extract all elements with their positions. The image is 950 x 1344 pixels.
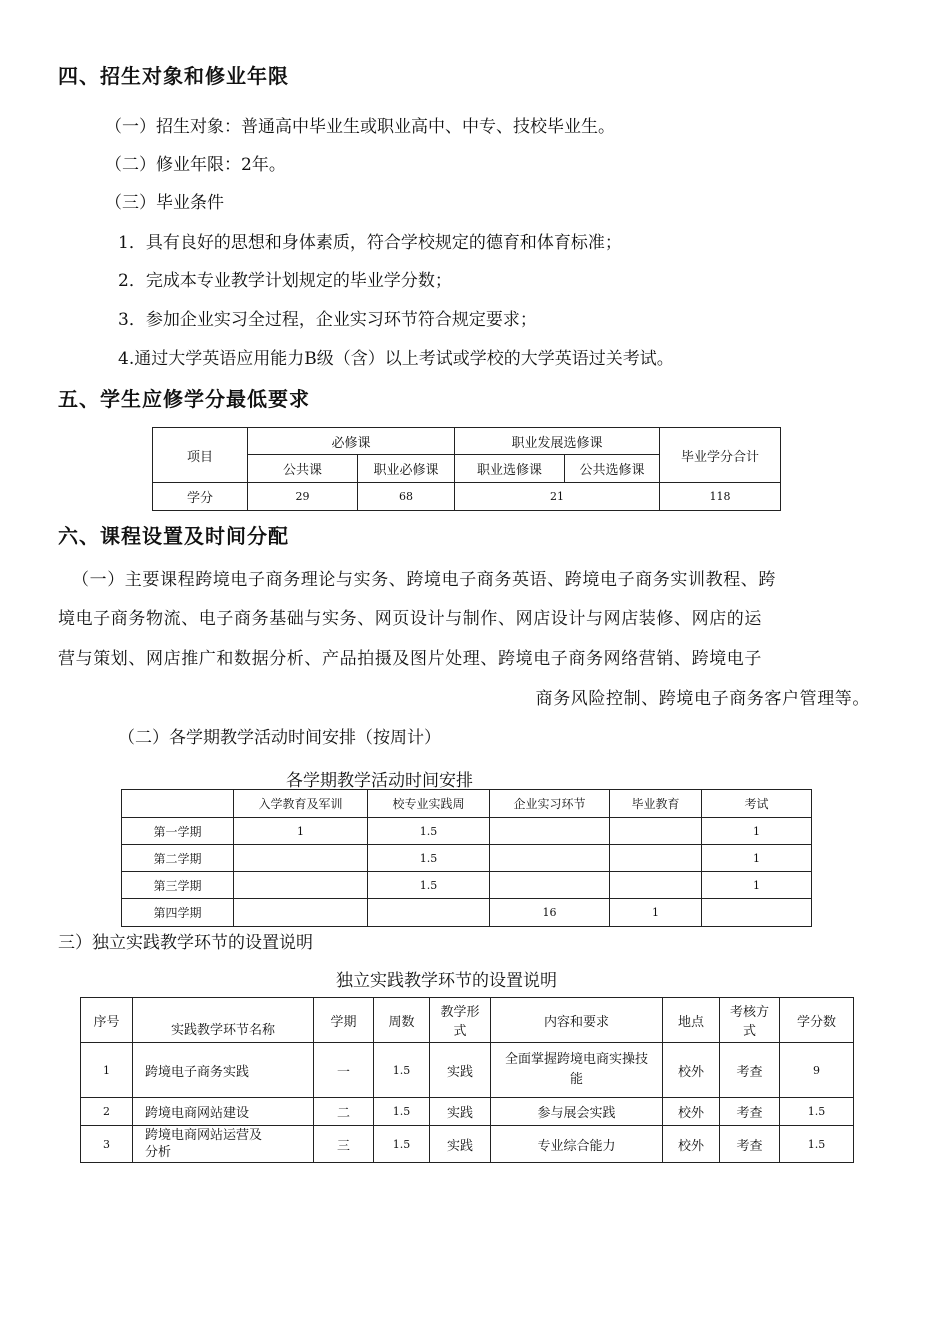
schedule-cell bbox=[234, 872, 368, 899]
study-duration: （二）修业年限：2年。 bbox=[105, 155, 286, 175]
practice-cell: 三 bbox=[314, 1126, 374, 1163]
schedule-cell: 1 bbox=[234, 818, 368, 845]
practice-cell: 1.5 bbox=[780, 1126, 854, 1163]
practice-cell: 实践 bbox=[430, 1043, 491, 1098]
section5-title: 五、学生应修学分最低要求 bbox=[58, 387, 310, 411]
total-credits-header: 毕业学分合计 bbox=[660, 428, 781, 483]
practice-cell: 参与展会实践 bbox=[491, 1098, 663, 1126]
practice-cell: 考查 bbox=[720, 1098, 780, 1126]
graduation-conditions-heading: （三）毕业条件 bbox=[105, 193, 224, 213]
schedule-cell: 1.5 bbox=[368, 872, 490, 899]
practice-cell: 1.5 bbox=[374, 1043, 430, 1098]
item-header: 项目 bbox=[153, 428, 248, 483]
practice-cell: 1.5 bbox=[374, 1098, 430, 1126]
schedule-header-blank bbox=[122, 790, 234, 818]
schedule-cell: 1.5 bbox=[368, 845, 490, 872]
public-credit: 29 bbox=[248, 483, 358, 511]
practice-cell: 校外 bbox=[663, 1098, 720, 1126]
practice-cell: 校外 bbox=[663, 1126, 720, 1163]
practice-header-name: 实践教学环节名称 bbox=[133, 998, 314, 1043]
schedule-header-internship: 企业实习环节 bbox=[490, 790, 610, 818]
schedule-cell bbox=[490, 845, 610, 872]
total-credit: 118 bbox=[660, 483, 781, 511]
practice-cell: 专业综合能力 bbox=[491, 1126, 663, 1163]
practice-header-semester: 学期 bbox=[314, 998, 374, 1043]
practice-cell: 3 bbox=[81, 1126, 133, 1163]
elective-credit: 21 bbox=[455, 483, 660, 511]
courses-line-4: 商务风险控制、跨境电子商务客户管理等。 bbox=[535, 689, 870, 709]
practice-cell: 考查 bbox=[720, 1043, 780, 1098]
practice-header-content: 内容和要求 bbox=[491, 998, 663, 1043]
practice-cell: 考查 bbox=[720, 1126, 780, 1163]
condition-4: 4.通过大学英语应用能力B级（含）以上考试或学校的大学英语过关考试。 bbox=[118, 349, 674, 369]
public-course-header: 公共课 bbox=[248, 455, 358, 483]
practice-cell: 实践 bbox=[430, 1098, 491, 1126]
schedule-cell bbox=[610, 845, 702, 872]
schedule-cell bbox=[490, 818, 610, 845]
section6-title: 六、课程设置及时间分配 bbox=[58, 524, 289, 548]
courses-line-1: （一）主要课程跨境电子商务理论与实务、跨境电子商务英语、跨境电子商务实训教程、跨 bbox=[72, 570, 776, 590]
schedule-header-graduation: 毕业教育 bbox=[610, 790, 702, 818]
practice-table bbox=[80, 997, 854, 1163]
schedule-cell: 1 bbox=[702, 872, 812, 899]
enrollment-target: （一）招生对象：普通高中毕业生或职业高中、中专、技校毕业生。 bbox=[105, 117, 615, 137]
practice-caption: 独立实践教学环节的设置说明 bbox=[336, 971, 557, 991]
practice-cell: 二 bbox=[314, 1098, 374, 1126]
practice-cell: 跨境电商网站运营及分析 bbox=[133, 1126, 314, 1163]
career-electives-header: 职业发展选修课 bbox=[455, 428, 660, 455]
career-required-header: 职业必修课 bbox=[358, 455, 455, 483]
schedule-cell bbox=[368, 899, 490, 927]
practice-heading: 三）独立实践教学环节的设置说明 bbox=[58, 933, 313, 953]
practice-cell: 跨境电子商务实践 bbox=[133, 1043, 314, 1098]
practice-header-index: 序号 bbox=[81, 998, 133, 1043]
schedule-cell: 1 bbox=[702, 818, 812, 845]
condition-1: 1．具有良好的思想和身体素质，符合学校规定的德育和体育标准； bbox=[118, 233, 622, 253]
credit-label: 学分 bbox=[153, 483, 248, 511]
schedule-cell bbox=[234, 899, 368, 927]
courses-line-3: 营与策划、网店推广和数据分析、产品拍摄及图片处理、跨境电子商务网络营销、跨境电子 bbox=[58, 649, 762, 669]
practice-cell: 校外 bbox=[663, 1043, 720, 1098]
practice-cell: 实践 bbox=[430, 1126, 491, 1163]
practice-cell: 1.5 bbox=[780, 1098, 854, 1126]
practice-cell: 全面掌握跨境电商实操技能 bbox=[491, 1043, 663, 1098]
career-elective-header: 职业选修课 bbox=[455, 455, 565, 483]
schedule-heading: （二）各学期教学活动时间安排（按周计） bbox=[118, 728, 441, 748]
schedule-cell bbox=[702, 899, 812, 927]
condition-3: 3．参加企业实习全过程，企业实习环节符合规定要求； bbox=[118, 310, 537, 330]
semester-label: 第二学期 bbox=[122, 845, 234, 872]
schedule-cell bbox=[610, 818, 702, 845]
required-header: 必修课 bbox=[248, 428, 455, 455]
practice-header-location: 地点 bbox=[663, 998, 720, 1043]
practice-cell: 跨境电商网站建设 bbox=[133, 1098, 314, 1126]
schedule-cell: 1 bbox=[610, 899, 702, 927]
credit-requirements-table bbox=[152, 427, 781, 511]
practice-header-weeks: 周数 bbox=[374, 998, 430, 1043]
schedule-cell: 1 bbox=[702, 845, 812, 872]
semester-label: 第四学期 bbox=[122, 899, 234, 927]
practice-cell: 1.5 bbox=[374, 1126, 430, 1163]
practice-header-form: 教学形式 bbox=[430, 998, 491, 1043]
practice-cell: 2 bbox=[81, 1098, 133, 1126]
schedule-header-practice-week: 校专业实践周 bbox=[368, 790, 490, 818]
schedule-cell bbox=[610, 872, 702, 899]
schedule-caption: 各学期教学活动时间安排 bbox=[286, 771, 473, 791]
semester-label: 第一学期 bbox=[122, 818, 234, 845]
semester-schedule-table bbox=[121, 789, 812, 927]
practice-header-assessment: 考核方式 bbox=[720, 998, 780, 1043]
schedule-cell bbox=[490, 872, 610, 899]
schedule-cell bbox=[234, 845, 368, 872]
schedule-header-orientation: 入学教育及军训 bbox=[234, 790, 368, 818]
practice-cell: 1 bbox=[81, 1043, 133, 1098]
schedule-cell: 1.5 bbox=[368, 818, 490, 845]
schedule-cell: 16 bbox=[490, 899, 610, 927]
practice-header-credits: 学分数 bbox=[780, 998, 854, 1043]
section4-title: 四、招生对象和修业年限 bbox=[58, 64, 289, 88]
career-required-credit: 68 bbox=[358, 483, 455, 511]
semester-label: 第三学期 bbox=[122, 872, 234, 899]
public-elective-header: 公共选修课 bbox=[565, 455, 660, 483]
practice-cell: 9 bbox=[780, 1043, 854, 1098]
practice-cell: 一 bbox=[314, 1043, 374, 1098]
schedule-header-exam: 考试 bbox=[702, 790, 812, 818]
courses-line-2: 境电子商务物流、电子商务基础与实务、网页设计与制作、网店设计与网店装修、网店的运 bbox=[58, 609, 762, 629]
condition-2: 2．完成本专业教学计划规定的毕业学分数； bbox=[118, 271, 452, 291]
